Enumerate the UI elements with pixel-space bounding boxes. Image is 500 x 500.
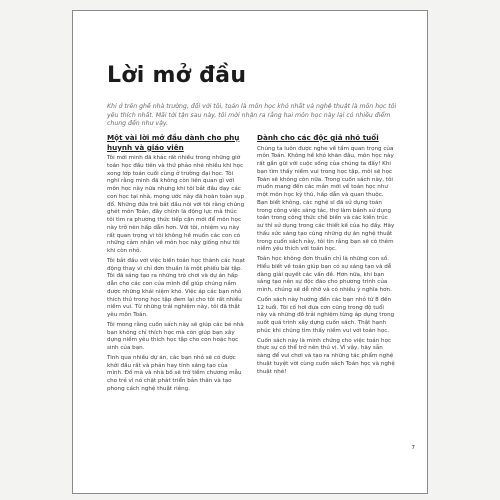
right-paragraph-1: Chúng ta luôn được nghe về tầm quan trọng của môn Toán. Không hề khó khăn đâu, môn học này rất gần gũi với cuộc sống của chúng ta đấy! Khi bạn tìm thấy niềm vui trong học tập, môi sẽ học Toán sẽ không còn nữa. Trong cuốn sách này, tôi muốn mang đến các mắn mới về toán học như một môn học kỳ thú, hấp dẫn và quan thuộc. Bạn biết không, các nghệ sĩ đã sử dụng toán trong công việc sáng tác, thợ làm bánh sử dụng toán trong công thức chế biến và các kiến trúc sư thì sử dụng trong các thiết kế của họ đấy. Hãy thấu sức sáng tạo cùng những dự án nghệ thuật trong cuốn sách này, tôi tin rằng bạn sẽ có thêm niềm yêu thích với toán học.	[257, 145, 395, 253]
right-column-heading: Dành cho các độc giả nhỏ tuổi	[257, 133, 379, 142]
right-paragraph-4: Cuốn sách này là minh chứng cho việc toán học thực sự có thể trở nên thú vị. Vì vậy, hãy sẵn sàng để vui chơi và tạo ra những tác phẩm nghệ thuật tuyệt vời cùng cuốn sách Toán học và nghệ thuật nhé!	[257, 337, 395, 375]
left-paragraph-2: Tôi bắt đầu với việc biến toán học thành các hoạt động thay vì chỉ đơn thuần là một phiếu bài tập. Tôi đã sáng tạo ra những trò chơi và dự án hấp dẫn cho các con của mình để giúp chúng nắm được những khái niệm khó. Việc áp các bạn nhỏ thích thú trong học tập đem lại cho tôi rất nhiều niềm vui. Từ những trải nghiệm này, tôi đã thật yêu môn Toán.	[107, 257, 245, 318]
page-title: Lời mở đầu	[107, 63, 247, 88]
left-column	[107, 133, 245, 396]
book-page	[72, 10, 428, 494]
intro-text: Khi ở trên ghế nhà trường, đối với tôi, toán là môn học khó nhất và nghệ thuật là môn học tôi yêu thích nhất. Mãi tới tận sau này, tôi mới nhận ra rằng hai môn học này lại có nhiều điểm chung đến như vậy.	[107, 103, 397, 128]
right-paragraph-2: Toán học không đơn thuần chỉ là những con số. Hiểu biết về toán giúp bạn có sự sáng tạo và dễ dàng giải quyết các vấn đề. Hơn nữa, khi bạn sáng tạo nên sự độc đáo cho phương trình của mình, chúng sẽ dễ nhớ và có nhiều ý nghĩa hơn.	[257, 256, 392, 293]
left-paragraph-4: Tinh qua nhiều dự án, các bạn nhỏ sẽ có được khởi đầu rất và phản hay tính sáng tạo của mình. Đồ mà và nhà bố sẽ trở tiềm chương mẫu cho trẻ vì nó chặt phát triển bản thân và tạo phong cách nghệ thuật riêng.	[107, 354, 242, 392]
left-paragraph-3: Tôi mong rằng cuốn sách này sẽ giúp các bé nhà bạn không chỉ thích học mà còn giúp bạn xây dựng niềm yêu thích học tập cho con hoặc học sinh của bạn.	[107, 321, 244, 351]
left-paragraph-1: Tôi mới minh đã khác rất nhiều trong những giờ toán học đầu tiên và thứ phảo nhé nhiều khi học xong lớp toán cuối cùng ở trường đại học. Tôi nghĩ rằng minh đã không còn liên quan gì với môn học này nữa nhưng khi tôi bắt đầu dạy các con học tại nhà, mọng ước này đã hoàn toàn sụp đổ. Những đứa trẻ bắt đầu nói với tôi rằng chúng ghét môn Toán, đây chính là động lực mà thúc tôi tìm ra phương thức tiếp cận mới để môn học này trở nên hấp dẫn hơn. Với tôi, nhiệm vụ này rất quan trọng vì tôi không hề muốn các con có những cảm nhận về môn học này giống như tôi khi còn nhỏ.	[107, 155, 245, 254]
right-column	[257, 133, 395, 378]
page-number: 7	[411, 445, 415, 451]
right-paragraph-3: Cuốn sách này hướng đến các bạn nhỏ từ 8 đến 12 tuổi. Tôi cố hơi đưa cơn cũng trong độ tuổi này và những đồ trải nghiệm từng áp dụng trong suốt quá trình xây dựng cuốn sách. Thật hạnh phúc khi chúng tìm thấy niềm vui với toán học.	[257, 296, 395, 334]
left-column-heading: Một vài lời mở đầu dành cho phụ huynh và giáo viên	[107, 133, 240, 152]
